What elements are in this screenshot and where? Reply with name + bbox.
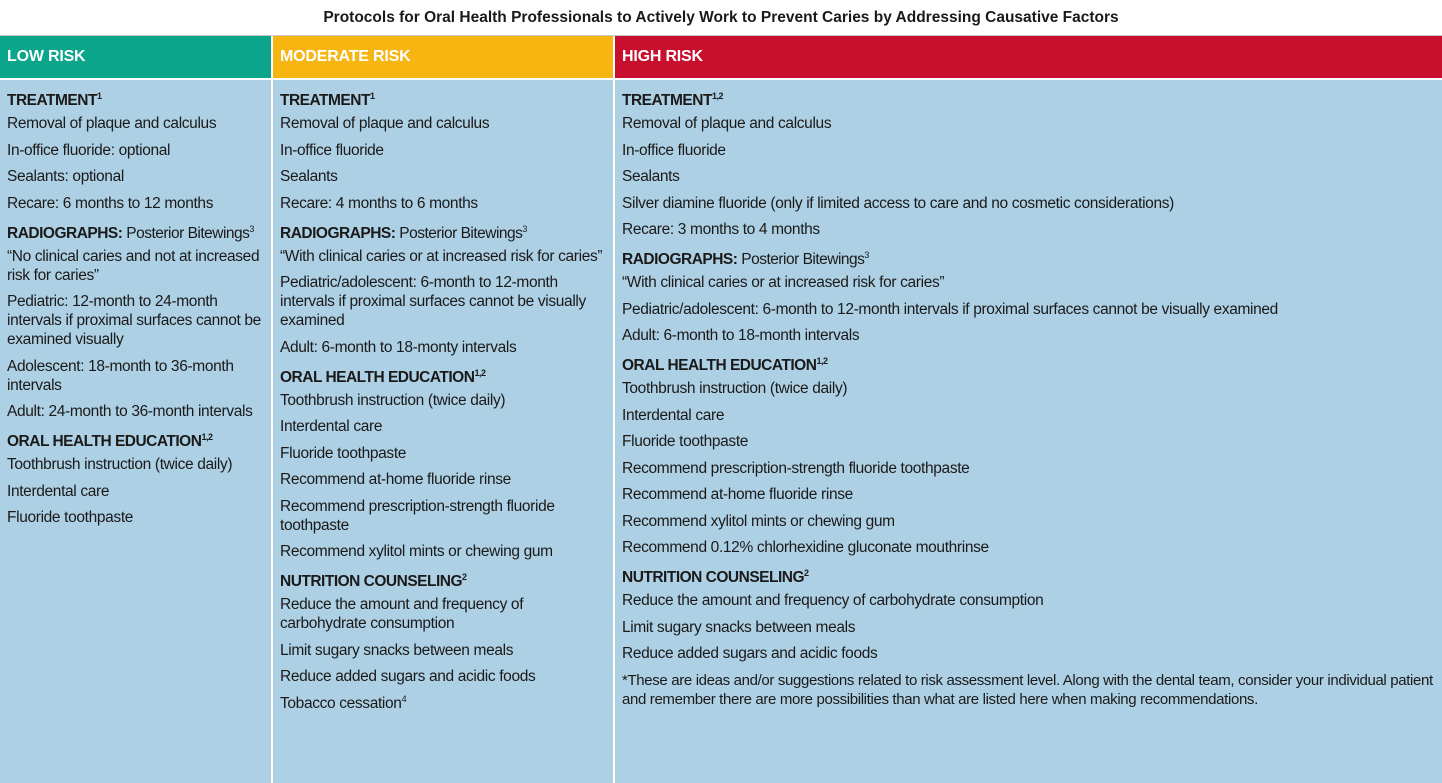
list-item: Limit sugary snacks between meals: [280, 641, 514, 659]
list-item: Adult: 6-month to 18-monty intervals: [280, 338, 517, 356]
section-heading: ORAL HEALTH EDUCATION$^{1,2}$: [622, 355, 828, 374]
list-item: Silver diamine fluoride (only if limited access to care and no cosmetic considerations): [622, 194, 1174, 212]
list-item: Removal of plaque and calculus: [7, 115, 217, 132]
list-item: Recommend at-home fluoride rinse: [280, 471, 511, 488]
list-item: Fluoride toothpaste: [7, 509, 134, 526]
moderate-treatment-section: [280, 91, 607, 213]
list-item: In-office fluoride: optional: [7, 141, 171, 159]
list-item: Reduce the amount and frequency of carbohydrate consumption: [622, 592, 1044, 609]
list-item: Pediatric/adolescent: 6-month to 12-month intervals if proximal surfaces cannot be visually examined: [622, 300, 1278, 318]
list-item: Toothbrush instruction (twice daily): [622, 380, 848, 397]
low-treatment-section: [7, 91, 265, 213]
low-radiographs-section: [7, 224, 265, 422]
list-item: Recommend prescription-strength fluoride toothpaste: [280, 497, 555, 534]
low-risk-body: [0, 78, 271, 783]
list-item: Interdental care: [7, 482, 110, 500]
moderate-radiographs-section: [280, 224, 607, 357]
list-item: Toothbrush instruction (twice daily): [7, 456, 233, 473]
list-item: “With clinical caries or at increased risk for caries”: [280, 247, 603, 265]
table-title: Protocols for Oral Health Professionals to Actively Work to Prevent Caries by Addressing Causative Factors: [0, 0, 1442, 36]
list-item: Recare: 4 months to 6 months: [280, 194, 478, 212]
moderate-risk-column: [271, 36, 613, 783]
list-item: Recare: 3 months to 4 months: [622, 221, 820, 238]
high-risk-column: [613, 36, 1442, 783]
list-item: Recommend 0.12% chlorhexidine gluconate mouthrinse: [622, 539, 989, 556]
list-item: Reduce the amount and frequency of carbohydrate consumption: [280, 596, 524, 632]
moderate-risk-header: MODERATE RISK: [273, 36, 613, 78]
section-heading: TREATMENT$^{1,2}$: [622, 90, 723, 109]
list-item: Removal of plaque and calculus: [622, 115, 832, 132]
high-radiographs-section: [622, 250, 1436, 345]
low-risk-column: [0, 36, 271, 783]
list-item: Interdental care: [622, 406, 725, 424]
section-heading: NUTRITION COUNSELING$^2$: [622, 567, 809, 586]
section-heading: RADIOGRAPHS: Posterior Bitewings$^3$: [622, 249, 869, 268]
list-item: Recommend at-home fluoride rinse: [622, 486, 853, 503]
high-education-section: [622, 356, 1436, 557]
list-item: Recommend xylitol mints or chewing gum: [280, 543, 553, 560]
high-treatment-section: [622, 91, 1436, 239]
section-heading: TREATMENT$^1$: [7, 90, 102, 109]
low-education-section: [7, 432, 265, 527]
list-item: Reduce added sugars and acidic foods: [280, 668, 536, 685]
list-item: Limit sugary snacks between meals: [622, 618, 856, 636]
low-risk-header: LOW RISK: [0, 36, 271, 78]
list-item: Fluoride toothpaste: [280, 444, 407, 462]
list-item: “No clinical caries and not at increased risk for caries”: [7, 247, 260, 284]
list-item: Reduce added sugars and acidic foods: [622, 645, 878, 662]
high-risk-body: [615, 78, 1442, 783]
list-item: Sealants: optional: [7, 168, 124, 185]
list-item: Recommend xylitol mints or chewing gum: [622, 512, 895, 530]
section-heading: RADIOGRAPHS: Posterior Bitewings$^3$: [280, 223, 527, 242]
list-item: Adolescent: 18-month to 36-month intervals: [7, 357, 234, 394]
list-item: Tobacco cessation$^4$: [280, 693, 407, 712]
section-heading: ORAL HEALTH EDUCATION$^{1,2}$: [280, 367, 486, 386]
list-item: Toothbrush instruction (twice daily): [280, 391, 506, 409]
moderate-risk-body: [273, 78, 613, 783]
list-item: Recommend prescription-strength fluoride toothpaste: [622, 459, 970, 477]
list-item: Pediatric: 12-month to 24-month intervals if proximal surfaces cannot be examined visually: [7, 293, 261, 348]
list-item: “With clinical caries or at increased risk for caries”: [622, 274, 945, 291]
list-item: Fluoride toothpaste: [622, 433, 749, 450]
section-heading: NUTRITION COUNSELING$^2$: [280, 571, 467, 590]
list-item: In-office fluoride: [280, 141, 384, 159]
list-item: Sealants: [622, 168, 680, 185]
list-item: Removal of plaque and calculus: [280, 115, 490, 132]
section-heading: TREATMENT$^1$: [280, 90, 375, 109]
moderate-nutrition-section: [280, 572, 607, 713]
list-item: Adult: 6-month to 18-month intervals: [622, 327, 860, 344]
list-item: Pediatric/adolescent: 6-month to 12-month intervals if proximal surfaces cannot be visually examined: [280, 274, 586, 329]
list-item: Adult: 24-month to 36-month intervals: [7, 403, 253, 420]
list-item: Sealants: [280, 168, 338, 185]
moderate-education-section: [280, 368, 607, 562]
high-risk-header: HIGH RISK: [615, 36, 1442, 78]
section-heading: ORAL HEALTH EDUCATION$^{1,2}$: [7, 431, 213, 450]
list-item: In-office fluoride: [622, 141, 726, 159]
footnote: *These are ideas and/or suggestions related to risk assessment level. Along with the dental team, consider your individual patient and remember there are more possibilities than what are listed here when making recommendations.: [622, 671, 1433, 708]
list-item: Recare: 6 months to 12 months: [7, 194, 214, 212]
high-nutrition-section: [622, 568, 1436, 709]
list-item: Interdental care: [280, 418, 383, 435]
section-heading: RADIOGRAPHS: Posterior Bitewings$^3$: [7, 223, 254, 242]
